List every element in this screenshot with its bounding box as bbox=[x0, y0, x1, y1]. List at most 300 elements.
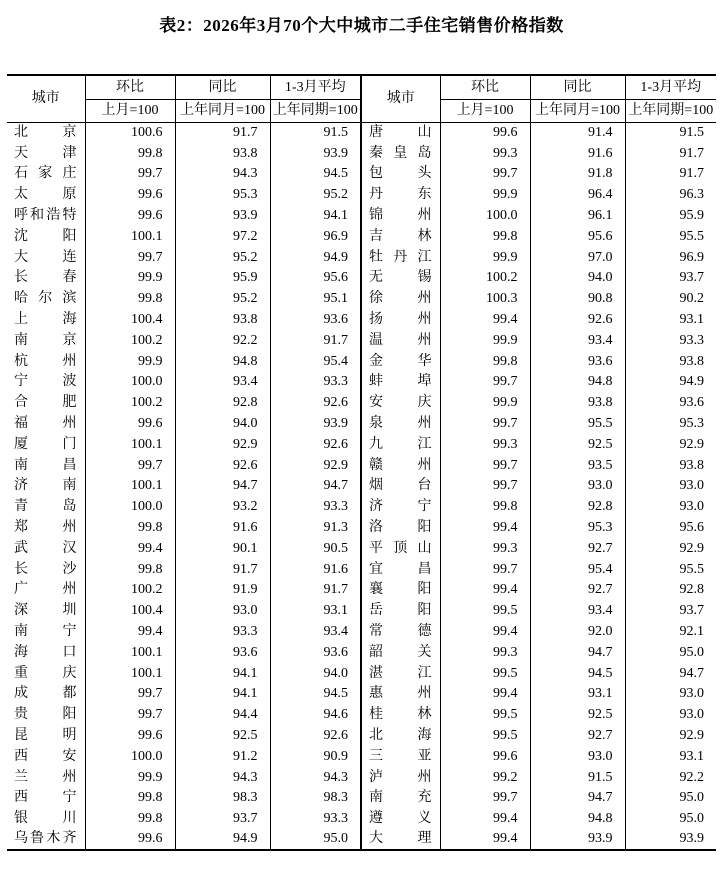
mom-value-right: 99.4 bbox=[440, 684, 530, 705]
yoy-value-left: 93.6 bbox=[175, 642, 270, 663]
mom-value-right: 99.2 bbox=[440, 767, 530, 788]
table-row bbox=[7, 330, 716, 351]
avg-value-right: 93.8 bbox=[625, 455, 716, 476]
city-name-right: 吉 林 bbox=[361, 226, 440, 247]
yoy-value-left: 93.7 bbox=[175, 809, 270, 830]
mom-value-right: 99.3 bbox=[440, 538, 530, 559]
mom-value-right: 99.7 bbox=[440, 164, 530, 185]
city-name-right: 惠 州 bbox=[361, 684, 440, 705]
mom-value-left: 99.7 bbox=[85, 455, 175, 476]
yoy-value-left: 93.2 bbox=[175, 497, 270, 518]
yoy-value-right: 93.6 bbox=[530, 351, 625, 372]
table-row bbox=[7, 123, 716, 144]
city-name-right: 遵 义 bbox=[361, 809, 440, 830]
city-name-right: 宜 昌 bbox=[361, 559, 440, 580]
avg-value-right: 95.0 bbox=[625, 642, 716, 663]
yoy-value-left: 94.8 bbox=[175, 351, 270, 372]
table-body bbox=[7, 123, 716, 851]
table-row bbox=[7, 622, 716, 643]
table-row bbox=[7, 268, 716, 289]
mom-value-left: 99.8 bbox=[85, 559, 175, 580]
city-name-right: 襄 阳 bbox=[361, 580, 440, 601]
city-name-right: 包 头 bbox=[361, 164, 440, 185]
city-name-right: 徐 州 bbox=[361, 289, 440, 310]
table-row bbox=[7, 746, 716, 767]
mom-value-right: 99.7 bbox=[440, 414, 530, 435]
avg-value-left: 91.7 bbox=[270, 330, 361, 351]
city-name-left: 西 安 bbox=[14, 748, 77, 764]
city-name-left: 重 庆 bbox=[14, 665, 77, 681]
mom-value-right: 99.9 bbox=[440, 393, 530, 414]
avg-value-left: 95.2 bbox=[270, 185, 361, 206]
table-row bbox=[7, 788, 716, 809]
mom-value-right: 99.4 bbox=[440, 830, 530, 851]
city-name-left: 北 京 bbox=[14, 125, 77, 141]
city-name-left: 广 州 bbox=[14, 582, 77, 598]
yoy-value-right: 93.0 bbox=[530, 476, 625, 497]
city-name-left: 兰 州 bbox=[14, 769, 77, 785]
yoy-value-right: 95.6 bbox=[530, 226, 625, 247]
mom-value-left: 99.6 bbox=[85, 830, 175, 851]
mom-value-right: 100.0 bbox=[440, 206, 530, 227]
yoy-value-right: 93.8 bbox=[530, 393, 625, 414]
yoy-value-right: 94.5 bbox=[530, 663, 625, 684]
header-row-top bbox=[7, 75, 716, 100]
yoy-value-right: 91.5 bbox=[530, 767, 625, 788]
mom-value-right: 99.9 bbox=[440, 247, 530, 268]
city-name-right: 泉 州 bbox=[361, 414, 440, 435]
yoy-value-left: 93.8 bbox=[175, 310, 270, 331]
yoy-value-right: 92.7 bbox=[530, 538, 625, 559]
yoy-value-right: 93.0 bbox=[530, 746, 625, 767]
yoy-value-left: 94.1 bbox=[175, 663, 270, 684]
table-row bbox=[7, 393, 716, 414]
avg-value-right: 93.0 bbox=[625, 476, 716, 497]
yoy-value-right: 93.4 bbox=[530, 601, 625, 622]
city-name-left: 郑 州 bbox=[14, 520, 77, 536]
mom-value-right: 99.8 bbox=[440, 351, 530, 372]
yoy-value-right: 91.4 bbox=[530, 123, 625, 144]
avg-value-left: 94.7 bbox=[270, 476, 361, 497]
header-yoy-left: 同比 bbox=[175, 75, 270, 100]
yoy-value-right: 93.5 bbox=[530, 455, 625, 476]
avg-value-right: 94.9 bbox=[625, 372, 716, 393]
mom-value-left: 100.1 bbox=[85, 434, 175, 455]
table-row bbox=[7, 414, 716, 435]
table-row bbox=[7, 684, 716, 705]
city-name-right: 平 顶 山 bbox=[361, 538, 440, 559]
table-row bbox=[7, 164, 716, 185]
city-name-right: 岳 阳 bbox=[361, 601, 440, 622]
mom-value-right: 99.6 bbox=[440, 746, 530, 767]
yoy-value-left: 94.9 bbox=[175, 830, 270, 851]
mom-value-right: 99.4 bbox=[440, 518, 530, 539]
city-name-left: 长 沙 bbox=[14, 561, 77, 577]
mom-value-left: 100.0 bbox=[85, 746, 175, 767]
mom-value-left: 99.6 bbox=[85, 726, 175, 747]
header-avg-right: 1-3月平均 bbox=[625, 75, 716, 100]
mom-value-left: 100.2 bbox=[85, 330, 175, 351]
header-yoy-right: 同比 bbox=[530, 75, 625, 100]
city-name-left: 武 汉 bbox=[14, 540, 77, 556]
table-row bbox=[7, 663, 716, 684]
yoy-value-right: 96.1 bbox=[530, 206, 625, 227]
avg-value-left: 93.9 bbox=[270, 143, 361, 164]
yoy-value-right: 92.7 bbox=[530, 580, 625, 601]
yoy-value-left: 92.6 bbox=[175, 455, 270, 476]
header-avg-base-right: 上年同期=100 bbox=[625, 100, 716, 123]
avg-value-left: 91.5 bbox=[270, 123, 361, 144]
city-name-left: 成 都 bbox=[14, 686, 77, 702]
avg-value-right: 91.7 bbox=[625, 143, 716, 164]
city-name-left: 济 南 bbox=[14, 478, 77, 494]
yoy-value-left: 97.2 bbox=[175, 226, 270, 247]
city-name-left: 大 连 bbox=[14, 249, 77, 265]
avg-value-left: 93.6 bbox=[270, 642, 361, 663]
city-name-right: 唐 山 bbox=[361, 123, 440, 144]
city-name-right: 韶 关 bbox=[361, 642, 440, 663]
city-name-right: 烟 台 bbox=[361, 476, 440, 497]
yoy-value-left: 92.5 bbox=[175, 726, 270, 747]
yoy-value-right: 93.1 bbox=[530, 684, 625, 705]
city-name-left: 哈 尔 滨 bbox=[14, 291, 77, 307]
mom-value-left: 99.8 bbox=[85, 809, 175, 830]
table-row bbox=[7, 538, 716, 559]
mom-value-left: 100.4 bbox=[85, 601, 175, 622]
table-row bbox=[7, 580, 716, 601]
avg-value-right: 92.9 bbox=[625, 538, 716, 559]
header-city-right: 城市 bbox=[361, 75, 440, 123]
yoy-value-left: 94.7 bbox=[175, 476, 270, 497]
table-row bbox=[7, 434, 716, 455]
mom-value-right: 99.5 bbox=[440, 705, 530, 726]
avg-value-right: 93.7 bbox=[625, 601, 716, 622]
avg-value-left: 95.4 bbox=[270, 351, 361, 372]
mom-value-left: 99.8 bbox=[85, 289, 175, 310]
mom-value-right: 99.4 bbox=[440, 580, 530, 601]
city-name-left: 贵 阳 bbox=[14, 707, 77, 723]
yoy-value-right: 94.7 bbox=[530, 788, 625, 809]
avg-value-right: 96.3 bbox=[625, 185, 716, 206]
city-name-right: 九 江 bbox=[361, 434, 440, 455]
mom-value-left: 99.6 bbox=[85, 185, 175, 206]
avg-value-right: 93.7 bbox=[625, 268, 716, 289]
city-name-right: 常 德 bbox=[361, 622, 440, 643]
mom-value-right: 99.3 bbox=[440, 642, 530, 663]
mom-value-right: 99.5 bbox=[440, 663, 530, 684]
city-name-left: 宁 波 bbox=[14, 374, 77, 390]
yoy-value-left: 93.0 bbox=[175, 601, 270, 622]
avg-value-right: 92.8 bbox=[625, 580, 716, 601]
mom-value-right: 99.7 bbox=[440, 476, 530, 497]
avg-value-right: 92.9 bbox=[625, 434, 716, 455]
header-mom-left: 环比 bbox=[85, 75, 175, 100]
city-name-left: 天 津 bbox=[14, 145, 77, 161]
yoy-value-right: 94.8 bbox=[530, 809, 625, 830]
mom-value-right: 99.6 bbox=[440, 123, 530, 144]
mom-value-left: 99.9 bbox=[85, 268, 175, 289]
avg-value-left: 93.6 bbox=[270, 310, 361, 331]
avg-value-left: 92.6 bbox=[270, 434, 361, 455]
avg-value-right: 93.1 bbox=[625, 310, 716, 331]
city-name-left: 青 岛 bbox=[14, 499, 77, 515]
avg-value-left: 93.3 bbox=[270, 497, 361, 518]
avg-value-right: 94.7 bbox=[625, 663, 716, 684]
header-yoy-base-right: 上年同月=100 bbox=[530, 100, 625, 123]
yoy-value-right: 93.9 bbox=[530, 830, 625, 851]
city-name-left: 上 海 bbox=[14, 312, 77, 328]
avg-value-right: 91.5 bbox=[625, 123, 716, 144]
mom-value-left: 99.9 bbox=[85, 767, 175, 788]
mom-value-right: 99.5 bbox=[440, 726, 530, 747]
yoy-value-left: 95.9 bbox=[175, 268, 270, 289]
mom-value-right: 99.9 bbox=[440, 185, 530, 206]
yoy-value-right: 94.8 bbox=[530, 372, 625, 393]
city-name-right: 扬 州 bbox=[361, 310, 440, 331]
city-name-left: 乌 鲁 木 齐 bbox=[14, 831, 77, 847]
yoy-value-left: 95.2 bbox=[175, 247, 270, 268]
yoy-value-right: 97.0 bbox=[530, 247, 625, 268]
yoy-value-right: 95.3 bbox=[530, 518, 625, 539]
mom-value-right: 99.7 bbox=[440, 788, 530, 809]
table-row bbox=[7, 497, 716, 518]
city-name-left: 杭 州 bbox=[14, 353, 77, 369]
yoy-value-left: 93.3 bbox=[175, 622, 270, 643]
table-row bbox=[7, 809, 716, 830]
table-row bbox=[7, 372, 716, 393]
yoy-value-right: 94.0 bbox=[530, 268, 625, 289]
header-mom-base-left: 上月=100 bbox=[85, 100, 175, 123]
mom-value-right: 99.4 bbox=[440, 809, 530, 830]
yoy-value-left: 94.4 bbox=[175, 705, 270, 726]
city-name-right: 大 理 bbox=[361, 830, 440, 851]
table-row bbox=[7, 705, 716, 726]
yoy-value-left: 91.9 bbox=[175, 580, 270, 601]
avg-value-left: 90.5 bbox=[270, 538, 361, 559]
yoy-value-left: 92.8 bbox=[175, 393, 270, 414]
yoy-value-right: 92.7 bbox=[530, 726, 625, 747]
avg-value-left: 90.9 bbox=[270, 746, 361, 767]
mom-value-left: 100.2 bbox=[85, 393, 175, 414]
city-name-right: 丹 东 bbox=[361, 185, 440, 206]
city-name-left: 南 京 bbox=[14, 332, 77, 348]
avg-value-left: 94.3 bbox=[270, 767, 361, 788]
table-row bbox=[7, 455, 716, 476]
avg-value-right: 93.1 bbox=[625, 746, 716, 767]
city-name-left: 长 春 bbox=[14, 270, 77, 286]
mom-value-left: 99.6 bbox=[85, 206, 175, 227]
yoy-value-left: 98.3 bbox=[175, 788, 270, 809]
city-name-left: 呼 和 浩 特 bbox=[14, 208, 77, 224]
page-title: 表2：2026年3月70个大中城市二手住宅销售价格指数 bbox=[159, 16, 564, 35]
avg-value-right: 93.8 bbox=[625, 351, 716, 372]
city-name-left: 厦 门 bbox=[14, 436, 77, 452]
mom-value-left: 100.0 bbox=[85, 497, 175, 518]
yoy-value-left: 91.7 bbox=[175, 559, 270, 580]
mom-value-left: 100.1 bbox=[85, 226, 175, 247]
city-name-right: 桂 林 bbox=[361, 705, 440, 726]
avg-value-right: 92.1 bbox=[625, 622, 716, 643]
avg-value-left: 98.3 bbox=[270, 788, 361, 809]
yoy-value-right: 95.5 bbox=[530, 414, 625, 435]
avg-value-left: 93.3 bbox=[270, 809, 361, 830]
mom-value-left: 100.2 bbox=[85, 580, 175, 601]
table-row bbox=[7, 767, 716, 788]
yoy-value-right: 92.6 bbox=[530, 310, 625, 331]
yoy-value-right: 92.0 bbox=[530, 622, 625, 643]
mom-value-right: 99.7 bbox=[440, 455, 530, 476]
mom-value-left: 100.6 bbox=[85, 123, 175, 144]
avg-value-right: 92.9 bbox=[625, 726, 716, 747]
avg-value-left: 92.6 bbox=[270, 726, 361, 747]
city-name-right: 蚌 埠 bbox=[361, 372, 440, 393]
avg-value-left: 95.0 bbox=[270, 830, 361, 851]
city-name-right: 安 庆 bbox=[361, 393, 440, 414]
yoy-value-left: 92.9 bbox=[175, 434, 270, 455]
table-row bbox=[7, 351, 716, 372]
mom-value-left: 99.8 bbox=[85, 788, 175, 809]
city-name-right: 赣 州 bbox=[361, 455, 440, 476]
avg-value-right: 93.0 bbox=[625, 497, 716, 518]
city-name-right: 湛 江 bbox=[361, 663, 440, 684]
yoy-value-left: 93.8 bbox=[175, 143, 270, 164]
mom-value-right: 99.4 bbox=[440, 310, 530, 331]
city-name-right: 锦 州 bbox=[361, 206, 440, 227]
table-row bbox=[7, 226, 716, 247]
table-row bbox=[7, 289, 716, 310]
header-mom-right: 环比 bbox=[440, 75, 530, 100]
table-row bbox=[7, 476, 716, 497]
city-name-right: 温 州 bbox=[361, 330, 440, 351]
avg-value-left: 93.3 bbox=[270, 372, 361, 393]
mom-value-right: 99.7 bbox=[440, 372, 530, 393]
table-row bbox=[7, 642, 716, 663]
city-name-left: 银 川 bbox=[14, 811, 77, 827]
avg-value-left: 92.9 bbox=[270, 455, 361, 476]
mom-value-right: 100.3 bbox=[440, 289, 530, 310]
yoy-value-left: 94.1 bbox=[175, 684, 270, 705]
mom-value-right: 99.8 bbox=[440, 226, 530, 247]
city-name-left: 海 口 bbox=[14, 644, 77, 660]
city-name-left: 昆 明 bbox=[14, 728, 77, 743]
city-name-right: 三 亚 bbox=[361, 746, 440, 767]
yoy-value-right: 90.8 bbox=[530, 289, 625, 310]
mom-value-right: 99.9 bbox=[440, 330, 530, 351]
price-index-table bbox=[7, 74, 716, 851]
city-name-right: 牡 丹 江 bbox=[361, 247, 440, 268]
yoy-value-left: 94.0 bbox=[175, 414, 270, 435]
yoy-value-left: 91.7 bbox=[175, 123, 270, 144]
yoy-value-left: 95.2 bbox=[175, 289, 270, 310]
city-name-right: 南 充 bbox=[361, 788, 440, 809]
mom-value-right: 99.5 bbox=[440, 601, 530, 622]
yoy-value-left: 93.9 bbox=[175, 206, 270, 227]
mom-value-left: 100.1 bbox=[85, 642, 175, 663]
city-name-left: 合 肥 bbox=[14, 395, 77, 411]
avg-value-left: 91.7 bbox=[270, 580, 361, 601]
mom-value-left: 100.4 bbox=[85, 310, 175, 331]
city-name-right: 北 海 bbox=[361, 726, 440, 747]
avg-value-right: 95.0 bbox=[625, 788, 716, 809]
city-name-left: 福 州 bbox=[14, 416, 77, 432]
avg-value-right: 90.2 bbox=[625, 289, 716, 310]
yoy-value-left: 93.4 bbox=[175, 372, 270, 393]
yoy-value-right: 95.4 bbox=[530, 559, 625, 580]
avg-value-left: 94.6 bbox=[270, 705, 361, 726]
mom-value-left: 99.9 bbox=[85, 351, 175, 372]
avg-value-right: 93.6 bbox=[625, 393, 716, 414]
avg-value-left: 96.9 bbox=[270, 226, 361, 247]
city-name-left: 太 原 bbox=[14, 187, 77, 203]
yoy-value-right: 94.7 bbox=[530, 642, 625, 663]
mom-value-left: 100.0 bbox=[85, 372, 175, 393]
avg-value-left: 94.1 bbox=[270, 206, 361, 227]
city-name-left: 南 宁 bbox=[14, 624, 77, 640]
avg-value-right: 92.2 bbox=[625, 767, 716, 788]
yoy-value-left: 91.6 bbox=[175, 518, 270, 539]
avg-value-left: 94.0 bbox=[270, 663, 361, 684]
avg-value-right: 96.9 bbox=[625, 247, 716, 268]
city-name-right: 秦 皇 岛 bbox=[361, 143, 440, 164]
city-name-right: 洛 阳 bbox=[361, 518, 440, 539]
mom-value-left: 99.6 bbox=[85, 414, 175, 435]
mom-value-left: 100.1 bbox=[85, 476, 175, 497]
yoy-value-right: 92.5 bbox=[530, 705, 625, 726]
mom-value-left: 99.7 bbox=[85, 247, 175, 268]
city-name-right: 泸 州 bbox=[361, 767, 440, 788]
yoy-value-right: 91.6 bbox=[530, 143, 625, 164]
mom-value-right: 99.7 bbox=[440, 559, 530, 580]
mom-value-right: 99.3 bbox=[440, 434, 530, 455]
header-yoy-base-left: 上年同月=100 bbox=[175, 100, 270, 123]
avg-value-left: 93.1 bbox=[270, 601, 361, 622]
table-row bbox=[7, 726, 716, 747]
table-row bbox=[7, 206, 716, 227]
avg-value-right: 95.9 bbox=[625, 206, 716, 227]
mom-value-left: 99.8 bbox=[85, 143, 175, 164]
table-row bbox=[7, 601, 716, 622]
avg-value-right: 95.3 bbox=[625, 414, 716, 435]
yoy-value-left: 91.2 bbox=[175, 746, 270, 767]
table-row bbox=[7, 559, 716, 580]
avg-value-right: 93.3 bbox=[625, 330, 716, 351]
yoy-value-left: 92.2 bbox=[175, 330, 270, 351]
yoy-value-left: 95.3 bbox=[175, 185, 270, 206]
mom-value-right: 99.4 bbox=[440, 622, 530, 643]
yoy-value-left: 94.3 bbox=[175, 767, 270, 788]
header-avg-left: 1-3月平均 bbox=[270, 75, 361, 100]
yoy-value-right: 92.8 bbox=[530, 497, 625, 518]
yoy-value-left: 90.1 bbox=[175, 538, 270, 559]
avg-value-left: 93.4 bbox=[270, 622, 361, 643]
mom-value-left: 99.7 bbox=[85, 705, 175, 726]
avg-value-left: 91.3 bbox=[270, 518, 361, 539]
header-city-left: 城市 bbox=[31, 91, 60, 106]
city-name-left: 深 圳 bbox=[14, 603, 77, 619]
city-name-left: 石 家 庄 bbox=[14, 166, 77, 182]
mom-value-right: 100.2 bbox=[440, 268, 530, 289]
yoy-value-left: 94.3 bbox=[175, 164, 270, 185]
avg-value-right: 93.0 bbox=[625, 684, 716, 705]
city-name-right: 济 宁 bbox=[361, 497, 440, 518]
mom-value-left: 99.8 bbox=[85, 518, 175, 539]
avg-value-right: 93.9 bbox=[625, 830, 716, 851]
header-avg-base-left: 上年同期=100 bbox=[270, 100, 361, 123]
table-row bbox=[7, 143, 716, 164]
city-name-left: 南 昌 bbox=[14, 457, 77, 473]
avg-value-left: 95.6 bbox=[270, 268, 361, 289]
avg-value-right: 95.5 bbox=[625, 226, 716, 247]
